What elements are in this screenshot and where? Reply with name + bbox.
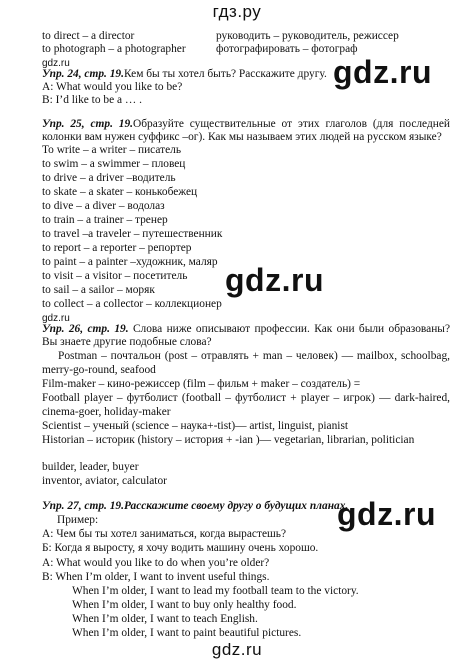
- text-line: A: What would you like to do when you’re older?: [42, 557, 270, 569]
- exercise-24-title: Упр. 24, стр. 19.: [42, 68, 124, 80]
- text-line: Football player – футболист (football – футболист + player – игрок) — dark-haired,: [42, 392, 450, 404]
- exercise-26-title: Упр. 26, стр. 19.: [42, 323, 129, 335]
- text-line: to direct – a director: [42, 30, 135, 42]
- text-line: B: I’d like to be a … .: [42, 94, 142, 106]
- text-line: When I’m older, I want to buy only healthy food.: [72, 599, 297, 611]
- exercise-27-header: [42, 500, 348, 513]
- text-line: руководить – руководитель, режиссер: [216, 30, 399, 42]
- watermark: gdz.ru: [333, 54, 432, 90]
- exercise-26-task: Слова ниже описывают профессии. Как они были образованы?: [128, 323, 450, 335]
- text-line: Scientist – ученый (science – наука+-tist)— artist, linguist, pianist: [42, 420, 349, 432]
- exercise-27-title: Упр. 27, стр. 19.: [42, 500, 124, 512]
- text-line: to report – a reporter – репортер: [42, 242, 192, 254]
- watermark: gdz.ru: [225, 262, 324, 298]
- text-line: А: Чем бы ты хотел заниматься, когда вырастешь?: [42, 528, 287, 540]
- text-line: builder, leader, buyer: [42, 461, 139, 473]
- site-header: гдз.ру: [212, 2, 262, 21]
- text-line: to sail – a sailor – моряк: [42, 284, 155, 296]
- exercise-24-header: [42, 68, 327, 81]
- text-line: to swim – a swimmer – пловец: [42, 158, 186, 170]
- watermark: gdz.ru: [337, 496, 436, 532]
- exercise-27-task: Расскажите своему другу о будущих планах.: [123, 500, 349, 512]
- text-line: inventor, aviator, calculator: [42, 475, 167, 487]
- text-line: Historian – историк (history – история + -ian )— vegetarian, librarian, politician: [42, 434, 415, 446]
- text-line: to travel –a traveler – путешественник: [42, 228, 223, 240]
- text-line: to dive – a diver – водолаз: [42, 200, 165, 212]
- text-line: to visit – a visitor – посетитель: [42, 270, 188, 282]
- text-line: Б: Когда я выросту, я хочу водить машину очень хорошо.: [42, 542, 319, 554]
- text-line: When I’m older, I want to teach English.: [72, 613, 258, 625]
- exercise-24-task: Кем бы ты хотел быть? Расскажите другу.: [123, 68, 327, 80]
- text-line: Postman – почтальон (post – отравлять + man – человек) — mailbox, schoolbag,: [58, 350, 450, 362]
- example-label: Пример:: [57, 514, 99, 526]
- text-line: merry-go-round, seafood: [42, 364, 156, 376]
- text-line: B: When I’m older, I want to invent useful things.: [42, 571, 270, 583]
- exercise-25-title: Упр. 25, стр. 19.: [42, 118, 134, 130]
- text-line: to train – a trainer – тренер: [42, 214, 168, 226]
- exercise-26-header: [42, 323, 450, 336]
- exercise-25-task: Образуйте существительные от этих глаголов (для последней: [133, 118, 451, 130]
- watermark-small: gdz.ru: [42, 313, 70, 324]
- site-footer: gdz.ru: [211, 640, 263, 659]
- text-line: When I’m older, I want to lead my football team to the victory.: [72, 585, 359, 597]
- text-line: to paint – a painter –художник, маляр: [42, 256, 218, 268]
- exercise-25-header: [42, 118, 450, 131]
- text-line: to photograph – a photographer: [42, 43, 186, 55]
- text-line: фотографировать – фотограф: [216, 43, 358, 55]
- exercise-25-task-line2: колонки вам нужен суффикс –ог). Как мы называем этих людей на русском языке?: [42, 131, 442, 143]
- text-line: To write – a writer – писатель: [42, 144, 182, 156]
- text-line: to skate – a skater – конькобежец: [42, 186, 198, 198]
- text-line: When I’m older, I want to paint beautiful pictures.: [72, 627, 302, 639]
- watermark-small: gdz.ru: [42, 58, 70, 69]
- text-line: Film-maker – кино-режиссер (film – фильм + maker – создатель) =: [42, 378, 361, 390]
- text-line: to collect – a collector – коллекционер: [42, 298, 222, 310]
- text-line: A: What would you like to be?: [42, 81, 183, 93]
- text-line: cinema-goer, holiday-maker: [42, 406, 171, 418]
- text-line: to drive – a driver –водитель: [42, 172, 176, 184]
- exercise-26-task-line2: Вы знаете другие подобные слова?: [42, 336, 212, 348]
